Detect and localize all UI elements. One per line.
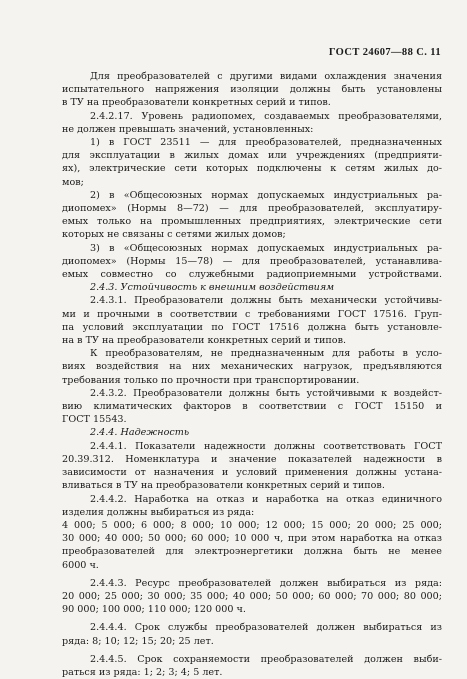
text-line: 90 000; 100 000; 110 000; 120 000 ч.: [62, 604, 246, 616]
text-line: 2.4.3.2. Преобразователи должны быть устойчивыми к воздейст-: [90, 387, 442, 399]
text-line: ГОСТ 15543.: [62, 414, 127, 426]
text-line: Для преобразователей с другими видами охлаждения значения: [90, 71, 442, 82]
text-line: вливаться в ТУ на преобразователи конкретных серий и типов.: [62, 480, 385, 492]
text-line: вию климатических факторов в соответствии с ГОСТ 15150 и: [62, 401, 442, 413]
text-line: на в ТУ на преобразователи конкретных серий и типов.: [62, 335, 347, 347]
text-line: диопомех» (Нормы 15—78) — для преобразователей, устанавлива-: [62, 255, 442, 267]
text-line: К преобразователям, не предназначенным для работы в усло-: [90, 348, 442, 360]
text-line: 2.4.3. Устойчивость к внешним воздействиям: [90, 282, 335, 294]
text-line: 2.4.4.1. Показатели надежности должны соответствовать ГОСТ: [90, 440, 442, 452]
text-line: 20.39.312. Номенклатура и значение показателей надежности в: [62, 453, 442, 465]
text-line: для эксплуатации в жилых домах или учреждениях (предприяти-: [62, 150, 442, 162]
text-line: емых только на промышленных предприятиях, электрические сети: [62, 216, 442, 228]
text-line: 2.4.3.1. Преобразователи должны быть механически устойчивы-: [90, 295, 442, 307]
text-line: 2) в «Общесоюзных нормах допускаемых индустриальных ра-: [90, 189, 442, 201]
text-line: ряда: 8; 10; 12; 15; 20; 25 лет.: [62, 635, 214, 647]
page-header: ГОСТ 24607—88 С. 11: [328, 47, 441, 58]
text-line: 6000 ч.: [62, 559, 99, 571]
text-line: не должен превышать значений, установленных:: [62, 123, 314, 135]
text-line: 2.4.4.5. Срок сохраняемости преобразователей должен выби-: [90, 653, 442, 665]
text-line: зависимости от назначения и условий применения должны устана-: [62, 467, 442, 479]
text-line: 1) в ГОСТ 23511 — для преобразователей, предназначенных: [90, 137, 442, 149]
text-line: ях), электрические сети которых подключены к сетям жилых до-: [62, 163, 442, 175]
text-line: 2.4.4.4. Срок службы преобразователей должен выбираться из: [90, 622, 442, 634]
text-line: преобразователей для электроэнергетики должна быть не менее: [62, 546, 442, 558]
text-line: 2.4.2.17. Уровень радиопомех, создаваемых преобразователями,: [90, 110, 442, 122]
text-line: ми и прочными в соответствии с требованиями ГОСТ 17516. Груп-: [62, 308, 442, 320]
text-line: 2.4.4.3. Ресурс преобразователей должен выбираться из ряда:: [90, 577, 442, 589]
text-line: 30 000; 40 000; 50 000; 60 000; 10 000 ч, при этом наработка на отказ: [62, 533, 442, 545]
text-line: раться из ряда: 1; 2; 3; 4; 5 лет.: [62, 666, 223, 678]
text-line: виях воздействия на них механических нагрузок, предъявляются: [62, 361, 442, 373]
text-line: емых совместно со служебными радиоприемными устройствами.: [62, 269, 442, 281]
document-body: [62, 70, 442, 679]
text-line: которых не связаны с сетями жилых домов;: [62, 229, 286, 241]
text-line: 4 000; 5 000; 6 000; 8 000; 10 000; 12 000; 15 000; 20 000; 25 000;: [62, 519, 442, 531]
text-line: испытательного напряжения изоляции должны быть установлены: [62, 84, 442, 96]
text-line: 3) в «Общесоюзных нормах допускаемых индустриальных ра-: [90, 242, 442, 254]
text-line: 2.4.4.2. Наработка на отказ и наработка на отказ единичного: [90, 493, 442, 505]
text-line: па условий эксплуатации по ГОСТ 17516 должна быть установле-: [62, 321, 442, 333]
text-line: диопомех» (Нормы 8—72) — для преобразователей, эксплуатиру-: [62, 203, 442, 215]
text-line: изделия должны выбираться из ряда:: [62, 506, 255, 518]
text-line: 2.4.4. Надежность: [90, 427, 190, 439]
text-line: мов;: [62, 176, 84, 188]
text-line: требования только по прочности при транспортировании.: [62, 374, 360, 386]
text-line: 20 000; 25 000; 30 000; 35 000; 40 000; 50 000; 60 000; 70 000; 80 000;: [62, 590, 442, 602]
text-line: в ТУ на преобразователи конкретных серий и типов.: [62, 97, 331, 109]
